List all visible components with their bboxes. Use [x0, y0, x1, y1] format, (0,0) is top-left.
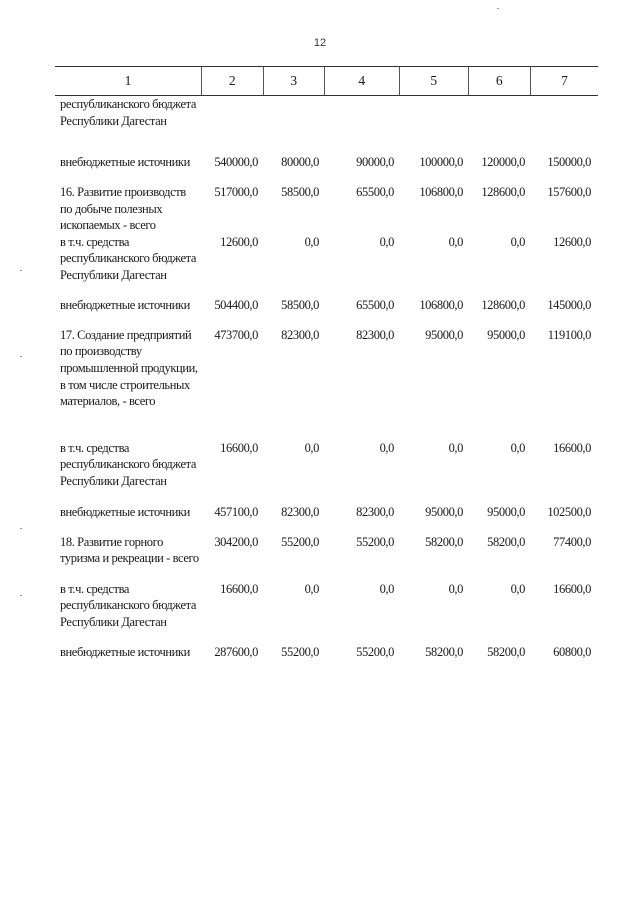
- cell-value: 65500,0: [356, 297, 394, 312]
- cell-value: 0,0: [379, 440, 394, 455]
- cell-value: 16600,0: [220, 440, 258, 455]
- cell-value: 100000,0: [419, 155, 463, 169]
- cell-value: 0,0: [379, 234, 394, 249]
- row-label: в т.ч. средства республиканского бюджета Республики Дагестан: [60, 234, 196, 282]
- cell-value: 517000,0: [214, 185, 258, 199]
- cell-value: 0,0: [379, 581, 394, 596]
- table-row: [55, 154, 598, 184]
- column-header: 3: [263, 67, 324, 96]
- cell-value: 0,0: [510, 440, 525, 455]
- table-row: [55, 504, 598, 534]
- cell-value: 16600,0: [553, 440, 591, 455]
- cell-value: 157600,0: [547, 185, 591, 199]
- cell-value: 0,0: [304, 440, 319, 455]
- page-number: 12: [313, 37, 327, 49]
- cell-value: [530, 96, 598, 155]
- cell-value: 60800,0: [553, 644, 591, 659]
- cell-value: 120000,0: [481, 155, 525, 169]
- cell-value: 55200,0: [281, 644, 319, 659]
- table-row: [55, 297, 598, 327]
- cell-value: 82300,0: [356, 504, 394, 519]
- cell-value: 58200,0: [425, 644, 463, 659]
- scan-artifact: [20, 356, 22, 357]
- table-row: [55, 184, 598, 234]
- cell-value: 82300,0: [356, 327, 394, 342]
- cell-value: 58200,0: [487, 644, 525, 659]
- cell-value: 504400,0: [214, 297, 258, 312]
- cell-value: 119100,0: [547, 327, 591, 342]
- cell-value: 95000,0: [487, 504, 525, 519]
- cell-value: 0,0: [448, 581, 463, 596]
- cell-value: 0,0: [448, 440, 463, 455]
- cell-value: 95000,0: [425, 327, 463, 342]
- row-label: республиканского бюджета Республики Дагестан: [60, 97, 196, 128]
- row-label: 18. Развитие горного туризма и рекреации - всего: [60, 534, 199, 566]
- cell-value: 457100,0: [214, 504, 258, 519]
- cell-value: 95000,0: [425, 504, 463, 519]
- cell-value: 12600,0: [553, 234, 591, 249]
- cell-value: 58500,0: [281, 185, 319, 199]
- cell-value: 90000,0: [356, 155, 394, 169]
- cell-value: 55200,0: [356, 644, 394, 659]
- cell-value: 106800,0: [419, 185, 463, 199]
- column-header: 4: [324, 67, 399, 96]
- cell-value: 128600,0: [481, 185, 525, 199]
- cell-value: 82300,0: [281, 327, 319, 342]
- cell-value: 12600,0: [220, 234, 258, 249]
- cell-value: 58200,0: [425, 534, 463, 549]
- column-header: 2: [201, 67, 263, 96]
- cell-value: 16600,0: [553, 581, 591, 596]
- row-label: 17. Создание предприятий по производству промышленной продукции, в том числе строительных материалов, - всего: [60, 327, 198, 409]
- table-row: [55, 234, 598, 297]
- cell-value: 58200,0: [487, 534, 525, 549]
- cell-value: 0,0: [510, 234, 525, 249]
- cell-value: 304200,0: [214, 534, 258, 549]
- column-header: 1: [55, 67, 201, 96]
- row-label: 16. Развитие производств по добыче полезных ископаемых - всего: [60, 185, 186, 233]
- row-label: внебюджетные источники: [60, 644, 190, 659]
- cell-value: [468, 96, 530, 155]
- cell-value: 0,0: [448, 234, 463, 249]
- scan-artifact: [497, 8, 499, 9]
- cell-value: 106800,0: [419, 297, 463, 312]
- cell-value: 287600,0: [214, 644, 258, 659]
- scan-artifact: [20, 270, 22, 271]
- cell-value: 473700,0: [214, 327, 258, 342]
- cell-value: 102500,0: [547, 504, 591, 519]
- cell-value: 128600,0: [481, 297, 525, 312]
- row-label: внебюджетные источники: [60, 155, 190, 169]
- cell-value: 55200,0: [281, 534, 319, 549]
- cell-value: 16600,0: [220, 581, 258, 596]
- row-label: в т.ч. средства республиканского бюджета Республики Дагестан: [60, 440, 196, 488]
- cell-value: 80000,0: [281, 155, 319, 169]
- budget-table: [55, 66, 598, 674]
- cell-value: [263, 96, 324, 155]
- row-label: внебюджетные источники: [60, 504, 190, 519]
- table-row: [55, 96, 598, 155]
- table-row: [55, 581, 598, 644]
- table-row: [55, 534, 598, 581]
- cell-value: 150000,0: [547, 155, 591, 169]
- cell-value: 77400,0: [553, 534, 591, 549]
- cell-value: [399, 96, 468, 155]
- cell-value: 95000,0: [487, 327, 525, 342]
- table-row: [55, 440, 598, 504]
- column-header: 5: [399, 67, 468, 96]
- cell-value: [324, 96, 399, 155]
- table-row: [55, 327, 598, 440]
- column-header: 6: [468, 67, 530, 96]
- cell-value: 65500,0: [356, 185, 394, 199]
- row-label: в т.ч. средства республиканского бюджета Республики Дагестан: [60, 581, 196, 629]
- scan-artifact: [20, 595, 22, 596]
- cell-value: [201, 96, 263, 155]
- column-header: 7: [530, 67, 598, 96]
- table-row: [55, 644, 598, 674]
- cell-value: 82300,0: [281, 504, 319, 519]
- cell-value: 55200,0: [356, 534, 394, 549]
- scan-artifact: [20, 528, 22, 529]
- row-label: внебюджетные источники: [60, 297, 190, 312]
- table-header-row: [55, 67, 598, 96]
- cell-value: 0,0: [510, 581, 525, 596]
- cell-value: 58500,0: [281, 297, 319, 312]
- cell-value: 0,0: [304, 581, 319, 596]
- cell-value: 540000,0: [214, 155, 258, 169]
- cell-value: 145000,0: [547, 297, 591, 312]
- cell-value: 0,0: [304, 234, 319, 249]
